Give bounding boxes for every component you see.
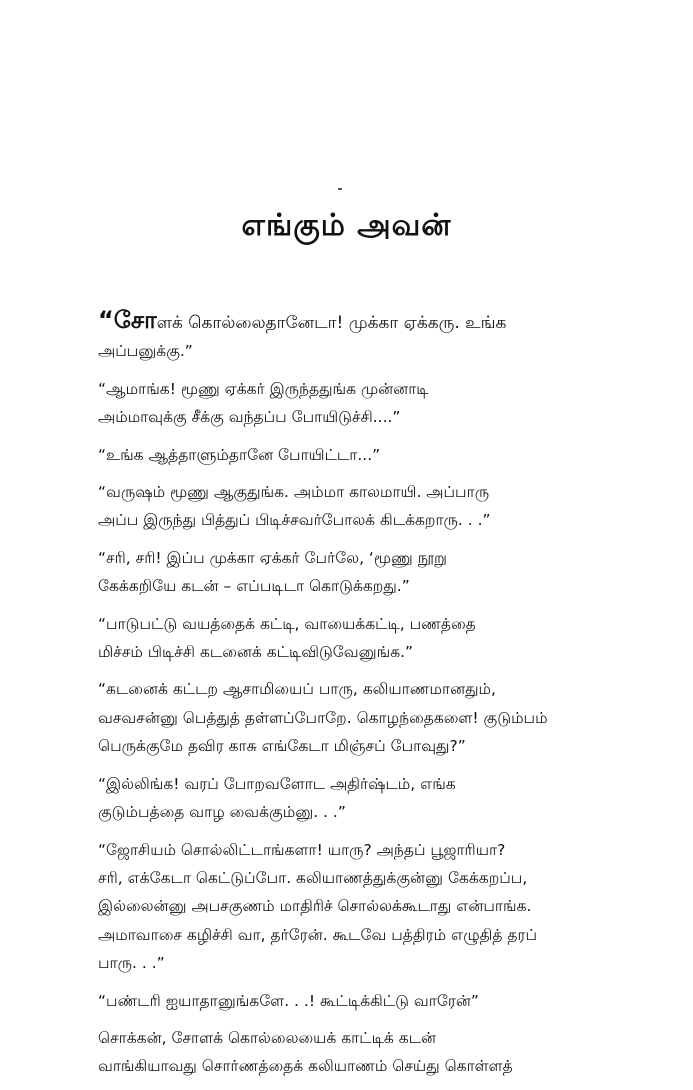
text-line: குடும்பத்தை வாழ வைக்கும்னு. . .”: [98, 803, 346, 822]
text-line: சரி, எக்கேடா கெட்டுப்போ. கலியாணத்துக்குன்னு கேக்கறப்ப,: [98, 868, 528, 887]
story-text: [76, 306, 670, 1090]
paragraph: [76, 1024, 670, 1081]
text-line: “ஜோசியம் சொல்லிட்டாங்களா! யாரு? அந்தப் பூஜாரியா?: [98, 840, 506, 859]
text-line: “இல்லிங்க! வரப் போறவளோட அதிர்ஷ்டம், எங்க: [98, 774, 456, 793]
chapter-title: எங்கும் அவன்: [241, 208, 452, 243]
paragraph: [76, 675, 670, 760]
text-line: “பண்டரி ஐயாதானுங்களே. . .! கூட்டிக்கிட்டு வாரேன்”: [98, 991, 479, 1010]
text-line: அம்மாவுக்கு சீக்கு வந்தப்ப போயிடுச்சி....”: [98, 408, 401, 427]
text-line: “உங்க ஆத்தாளும்தானே போயிட்டா...”: [98, 445, 381, 464]
paragraph: [76, 836, 670, 978]
text-line: பாரு. . .”: [98, 954, 165, 973]
text-line: கேக்கறியே கடன் – எப்படிடா கொடுக்கறது.”: [98, 577, 410, 596]
paragraph: [76, 987, 670, 1015]
paragraph: [76, 306, 670, 366]
paragraph: [76, 610, 670, 667]
text-line: வசவசன்னு பெத்துத் தள்ளப்போறே. கொழந்தைகளை! குடும்பம்: [98, 708, 548, 727]
text-line: அப்ப இருந்து பித்துப் பிடிச்சவர்போலக் கிடக்கறாரு. . .”: [98, 511, 491, 530]
text-line: அமாவாசை கழிச்சி வா, தர்ரேன். கூடவே பத்திரம் எழுதித் தரப்: [98, 925, 538, 944]
text-line: அப்பனுக்கு.”: [98, 342, 193, 361]
paragraph: [76, 441, 670, 469]
text-line: மிச்சம் பிடிச்சி கடனைக் கட்டிவிடுவேனுங்க.”: [98, 643, 414, 662]
text-line: “ஆமாங்க! மூணு ஏக்கர் இருந்ததுங்க முன்னாடி: [98, 379, 429, 398]
text-line: சொக்கன், சோளக் கொல்லையைக் காட்டிக் கடன்: [98, 1028, 437, 1047]
text-line: வாங்கியாவது சொர்ணத்தைக் கலியாணம் செய்து கொள்ளத்: [98, 1057, 513, 1076]
text-line: “வருஷம் மூணு ஆகுதுங்க. அம்மா காலமாயி. அப்பாரு: [98, 483, 490, 502]
paragraph: [76, 770, 670, 827]
ink-speck: [338, 188, 342, 190]
text-line: “பாடுபட்டு வயத்தைக் கட்டி, வாயைக்கட்டி, பணத்தை: [98, 614, 476, 633]
text-line: “சரி, சரி! இப்ப முக்கா ஏக்கர் பேர்லே, ‘மூணு நூறு: [98, 548, 447, 567]
paragraph: [76, 478, 670, 535]
text-line: இல்லைன்னு அபசகுணம் மாதிரிச் சொல்லக்கூடாது என்பாங்க.: [98, 897, 532, 916]
text-line: “சோளக் கொல்லைதானேடா! முக்கா ஏக்கரு. உங்க: [98, 306, 507, 334]
text-line: பெருக்குமே தவிர காசு எங்கேடா மிஞ்சப் போவுது?”: [98, 737, 466, 756]
paragraph: [76, 544, 670, 601]
paragraph: [76, 375, 670, 432]
text-line: “கடனைக் கட்டற ஆசாமியைப் பாரு, கலியாணமானதும்,: [98, 680, 496, 699]
